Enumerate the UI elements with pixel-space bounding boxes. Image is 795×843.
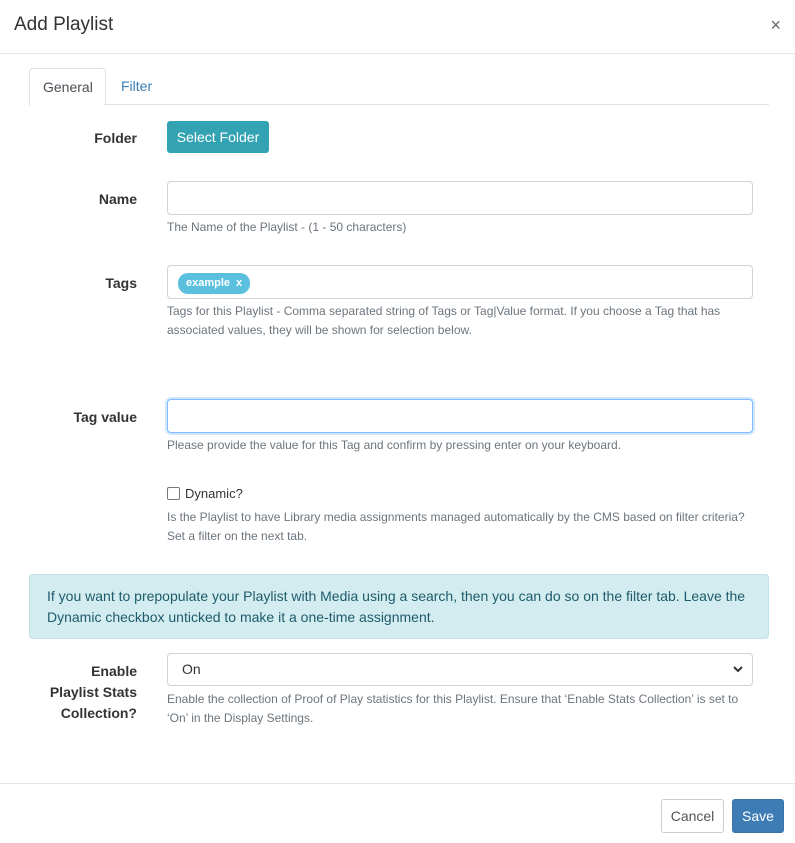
dialog-title: Add Playlist [14,14,114,35]
dynamic-checkbox[interactable] [167,487,180,500]
tab-filter[interactable]: Filter [121,78,153,94]
dynamic-row [167,486,243,501]
tag-chip-text: example [186,277,231,289]
modal-header [0,0,795,54]
tag-value-label: Tag value [73,409,137,425]
name-input[interactable] [167,181,753,215]
stats-select-value: On [182,661,201,677]
close-icon[interactable]: × [770,15,781,35]
cancel-button[interactable]: Cancel [661,799,724,833]
select-folder-button[interactable]: Select Folder [167,121,269,153]
folder-label: Folder [94,130,137,146]
modal-footer [0,783,795,843]
tag-value-input[interactable] [167,399,753,433]
tags-label: Tags [105,275,137,291]
tag-value-help: Please provide the value for this Tag and confirm by pressing enter on your keyboard. [167,438,622,452]
tab-bar [29,68,769,105]
tag-chip [178,273,250,294]
dynamic-label[interactable]: Dynamic? [185,486,243,501]
stats-label [50,661,137,724]
stats-select[interactable] [167,653,753,686]
tags-input[interactable] [167,265,753,299]
tab-general[interactable]: General [29,68,106,106]
stats-help: Enable the collection of Proof of Play statistics for this Playlist. Ensure that ‘Enable Stats Collection’ is set to ‘On’ in the Display Settings. [167,692,739,725]
tags-help: Tags for this Playlist - Comma separated string of Tags or Tag|Value format. If you choose a Tag that has associated values, they will be shown for selection below. [167,304,721,337]
tag-remove-icon[interactable]: x [236,277,243,289]
stats-label-line1: Enable [91,663,137,679]
save-button[interactable]: Save [732,799,784,833]
info-alert: If you want to prepopulate your Playlist with Media using a search, then you can do so on the filter tab. Leave the Dynamic checkbox unticked to make it a one-time assignment. [29,574,769,639]
stats-label-line2: Playlist Stats [49,684,137,700]
name-label: Name [98,191,137,207]
stats-label-line3: Collection? [60,705,137,721]
dynamic-help: Is the Playlist to have Library media assignments managed automatically by the CMS based on filter criteria? Set a filter on the next tab. [167,510,745,543]
name-help: The Name of the Playlist - (1 - 50 characters) [167,220,407,234]
